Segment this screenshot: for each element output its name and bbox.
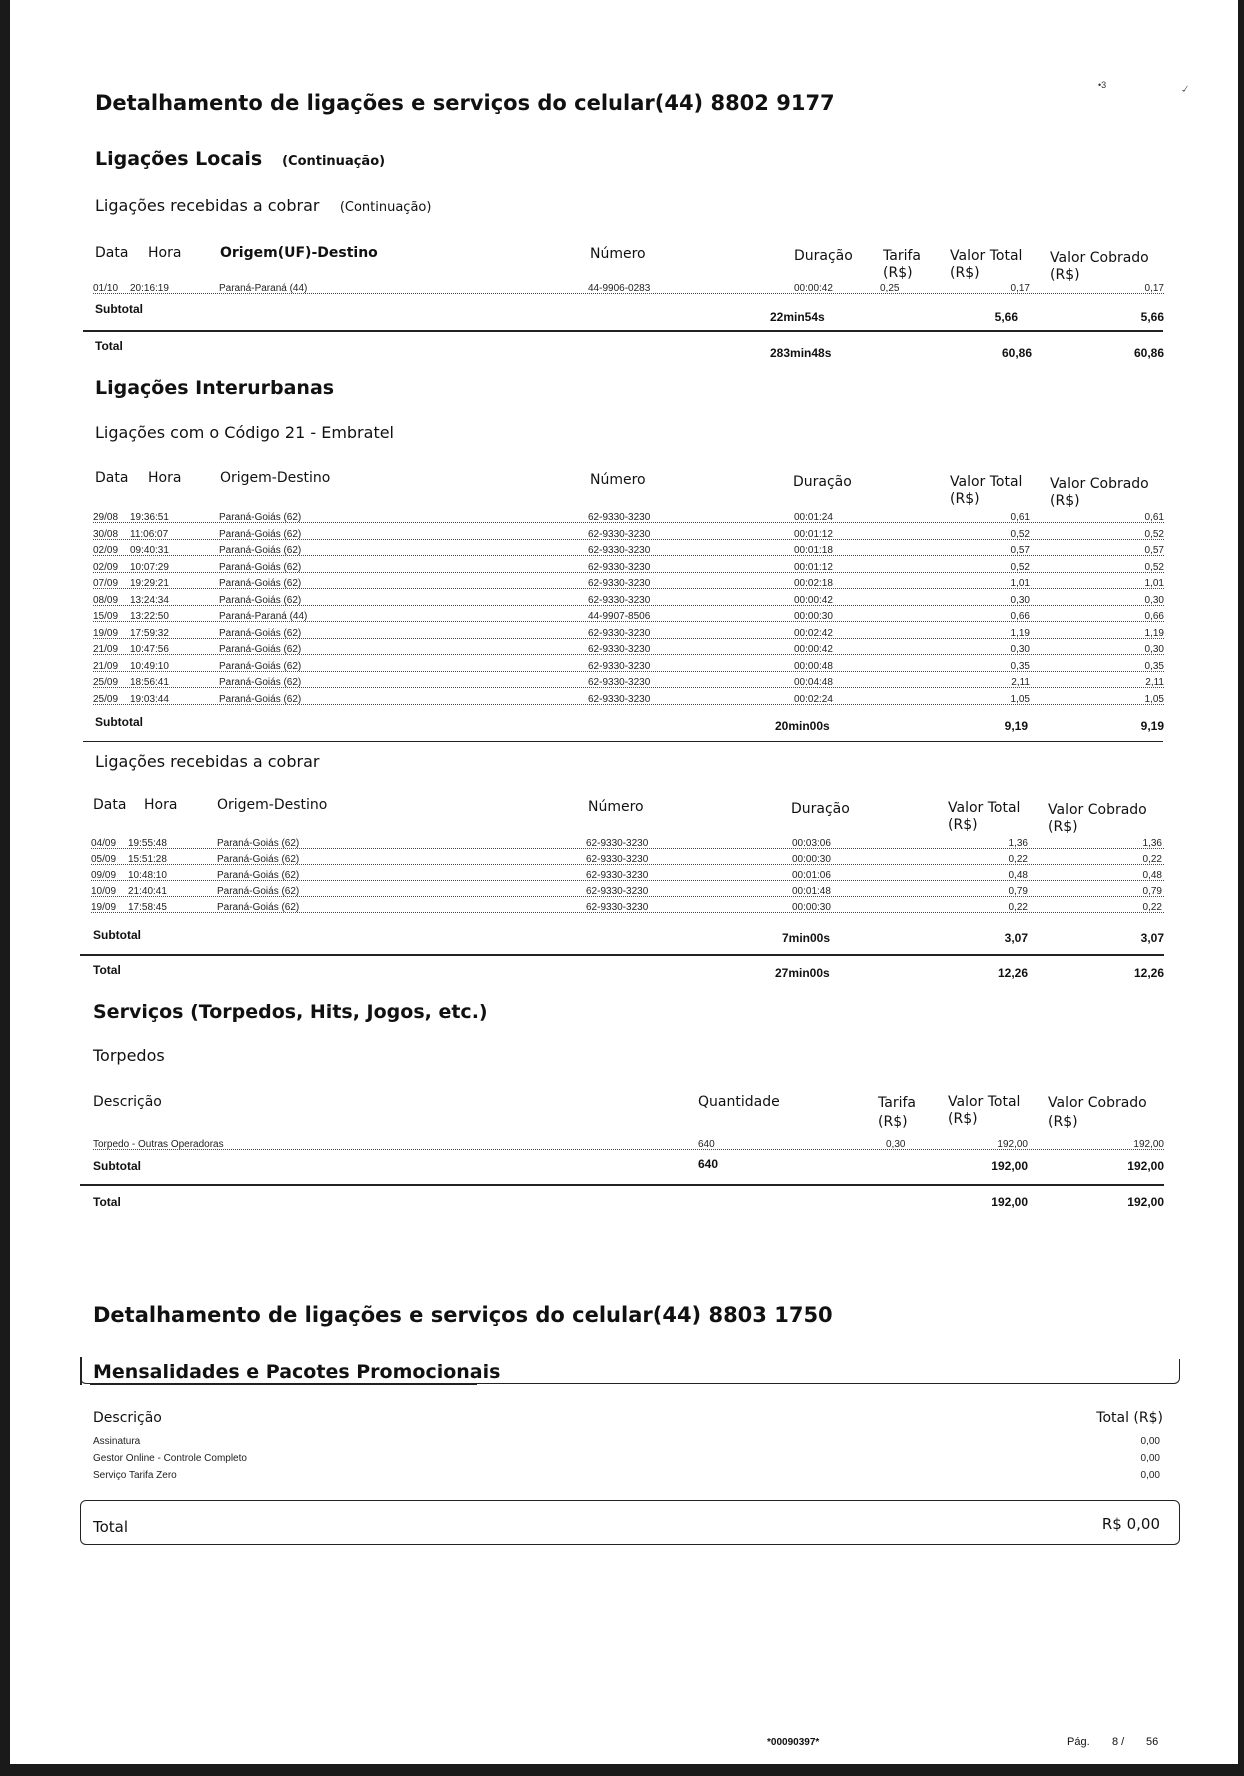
total-value: R$ 0,00 — [1101, 1515, 1160, 1533]
cell-data: 19/09 — [93, 627, 119, 639]
cell-data: 19/09 — [91, 902, 117, 913]
subtotal-total: 5,66 — [994, 310, 1018, 324]
col-header-origem: Origem(UF)-Destino — [220, 245, 378, 261]
cell-numero: 62-9330-3230 — [588, 693, 651, 705]
cell-cobrado: 0,22 — [1142, 902, 1162, 913]
cell-hora: 15:51:28 — [128, 854, 167, 865]
cell-cobrado: 0,66 — [1144, 611, 1164, 622]
col-header-valor-total: Valor Total (R$) — [950, 474, 1023, 507]
divider — [83, 741, 1163, 742]
torpedos-title: Torpedos — [93, 1046, 165, 1065]
subtotal-cobrado: 3,07 — [1140, 931, 1164, 945]
cell-origem: Paraná-Goiás (62) — [219, 627, 302, 639]
subtotal-cobrado: 9,19 — [1140, 719, 1164, 733]
cell-total: 0,35 — [1010, 660, 1030, 672]
cell-duracao: 00:00:42 — [794, 594, 833, 606]
cell-hora: 19:03:44 — [130, 693, 169, 705]
cell-cobrado: 1,01 — [1144, 578, 1164, 589]
cell-numero: 62-9330-3230 — [588, 578, 651, 589]
total-label: Total — [93, 1195, 121, 1209]
subtotal-quantidade: 640 — [698, 1157, 719, 1171]
cell-total: 0,79 — [1008, 886, 1028, 897]
cell-cobrado: 0,79 — [1142, 886, 1162, 897]
item-descricao: Serviço Tarifa Zero — [93, 1470, 177, 1481]
cell-total: 0,30 — [1010, 644, 1030, 655]
cell-duracao: 00:02:18 — [794, 578, 833, 589]
col-header-hora: Hora — [144, 797, 178, 813]
cell-numero: 62-9330-3230 — [586, 838, 649, 849]
cell-data: 09/09 — [91, 870, 117, 881]
cell-origem: Paraná-Goiás (62) — [219, 561, 302, 573]
cell-data: 30/08 — [93, 528, 119, 540]
col-header-origem: Origem-Destino — [217, 797, 328, 813]
col-header-numero: Número — [590, 246, 646, 262]
subtotal-label: Subtotal — [95, 302, 143, 316]
cell-total: 0,17 — [1010, 283, 1030, 294]
cell-total: 0,48 — [1008, 870, 1028, 881]
cell-numero: 62-9330-3230 — [588, 594, 651, 606]
page-number: 8 / — [1112, 1736, 1125, 1748]
cell-hora: 10:49:10 — [130, 660, 169, 672]
cell-total: 0,30 — [1010, 594, 1030, 606]
cell-total: 0,52 — [1010, 528, 1030, 540]
locais-recebidas-title: Ligações recebidas a cobrar (Continuação) — [95, 196, 432, 215]
cell-descricao: Torpedo - Outras Operadoras — [93, 1139, 224, 1150]
cell-duracao: 00:00:30 — [792, 854, 831, 865]
cell-duracao: 00:02:42 — [794, 627, 833, 639]
cell-origem: Paraná-Paraná (44) — [219, 611, 308, 622]
subtotal-cobrado: 192,00 — [1127, 1159, 1164, 1173]
cell-origem: Paraná-Goiás (62) — [217, 854, 300, 865]
cell-numero: 62-9330-3230 — [588, 644, 651, 655]
cell-cobrado: 0,17 — [1144, 283, 1164, 294]
interurbanas-recebidas-title: Ligações recebidas a cobrar — [95, 752, 320, 771]
cell-data: 07/09 — [93, 578, 119, 589]
total-cobrado: 12,26 — [1133, 966, 1164, 980]
subtotal-duracao: 22min54s — [770, 310, 825, 324]
col-header-origem: Origem-Destino — [220, 470, 331, 486]
cell-cobrado: 0,30 — [1144, 644, 1164, 655]
cell-duracao: 00:02:24 — [794, 693, 833, 705]
cell-origem: Paraná-Goiás (62) — [217, 870, 300, 881]
cell-quantidade: 640 — [698, 1139, 715, 1150]
cell-numero: 62-9330-3230 — [586, 870, 649, 881]
cell-hora: 11:06:07 — [130, 528, 169, 540]
cell-origem: Paraná-Goiás (62) — [219, 594, 302, 606]
item-total: 0,00 — [1140, 1453, 1160, 1464]
total-label: Total — [93, 1518, 129, 1536]
total-box — [80, 1500, 1180, 1545]
total-total: 192,00 — [991, 1195, 1028, 1209]
cell-hora: 17:58:45 — [128, 902, 167, 913]
cell-data: 21/09 — [93, 644, 119, 655]
cell-numero: 62-9330-3230 — [588, 677, 651, 688]
cell-duracao: 00:01:24 — [794, 512, 833, 523]
cell-hora: 10:07:29 — [130, 561, 169, 573]
cell-origem: Paraná-Goiás (62) — [219, 677, 302, 688]
cell-data: 08/09 — [93, 594, 119, 606]
section-title: Detalhamento de ligações e serviços do celular(44) 8802 9177 — [95, 91, 835, 115]
cell-numero: 62-9330-3230 — [588, 561, 651, 573]
col-header-descricao: Descrição — [93, 1094, 162, 1110]
cell-hora: 13:22:50 — [130, 611, 169, 622]
page-label: Pág. — [1067, 1736, 1090, 1748]
cell-hora: 17:59:32 — [130, 627, 169, 639]
subtotal-duracao: 7min00s — [782, 931, 831, 945]
cell-total: 0,22 — [1008, 854, 1028, 865]
cell-total: 0,52 — [1010, 561, 1030, 573]
cell-origem: Paraná-Goiás (62) — [219, 545, 302, 556]
cell-origem: Paraná-Goiás (62) — [219, 693, 302, 705]
col-header-data: Data — [95, 245, 129, 261]
subtotal-total: 3,07 — [1004, 931, 1028, 945]
cell-cobrado: 0,52 — [1144, 528, 1164, 540]
col-header-total: Total (R$) — [1096, 1410, 1163, 1426]
cell-hora: 09:40:31 — [130, 545, 169, 556]
scan-mark: •3 — [1098, 80, 1107, 90]
cell-total: 1,05 — [1010, 693, 1030, 705]
total-duracao: 27min00s — [775, 966, 830, 980]
cell-hora: 20:16:19 — [130, 283, 169, 294]
cell-cobrado: 1,36 — [1142, 838, 1162, 849]
col-header-valor-cobrado: Valor Cobrado (R$) — [1048, 1095, 1147, 1130]
col-header-quantidade: Quantidade — [698, 1094, 780, 1110]
mensalidades-title: Mensalidades e Pacotes Promocionais — [93, 1361, 501, 1383]
cell-cobrado: 0,22 — [1142, 854, 1162, 865]
cell-total: 2,11 — [1011, 677, 1030, 688]
cell-total: 0,61 — [1010, 512, 1030, 523]
cell-origem: Paraná-Goiás (62) — [217, 838, 300, 849]
interurbanas-title: Ligações Interurbanas — [95, 377, 335, 399]
col-header-valor-cobrado: Valor Cobrado (R$) — [1050, 250, 1149, 283]
subtotal-label: Subtotal — [93, 1159, 141, 1173]
cell-numero: 62-9330-3230 — [588, 528, 651, 540]
cell-total: 192,00 — [997, 1139, 1028, 1150]
cell-origem: Paraná-Goiás (62) — [219, 512, 302, 523]
cell-duracao: 00:01:48 — [792, 886, 831, 897]
col-header-duracao: Duração — [793, 474, 852, 490]
cell-data: 29/08 — [93, 512, 119, 523]
cell-hora: 10:48:10 — [128, 870, 167, 881]
cell-tarifa: 0,25 — [880, 283, 900, 294]
col-header-tarifa: Tarifa (R$) — [878, 1095, 916, 1130]
subtotal-total: 192,00 — [991, 1159, 1028, 1173]
cell-total: 0,57 — [1010, 545, 1030, 556]
total-label: Total — [93, 963, 121, 977]
cell-hora: 13:24:34 — [130, 594, 169, 606]
col-header-valor-cobrado: Valor Cobrado (R$) — [1048, 802, 1147, 835]
cell-cobrado: 2,11 — [1145, 677, 1164, 688]
cell-total: 1,19 — [1010, 627, 1030, 639]
cell-origem: Paraná-Goiás (62) — [219, 528, 302, 540]
col-header-tarifa: Tarifa (R$) — [883, 248, 921, 281]
cell-origem: Paraná-Goiás (62) — [217, 902, 300, 913]
cell-cobrado: 192,00 — [1133, 1139, 1164, 1150]
cell-cobrado: 0,48 — [1142, 870, 1162, 881]
cell-total: 1,01 — [1010, 578, 1030, 589]
cell-duracao: 00:00:30 — [794, 611, 833, 622]
page-total: 56 — [1146, 1736, 1159, 1748]
locais-title: Ligações Locais (Continuação) — [95, 148, 386, 170]
item-descricao: Gestor Online - Controle Completo — [93, 1453, 247, 1464]
cell-numero: 62-9330-3230 — [588, 627, 651, 639]
cell-cobrado: 0,52 — [1144, 561, 1164, 573]
total-total: 12,26 — [997, 966, 1028, 980]
col-header-data: Data — [93, 797, 127, 813]
total-duracao: 283min48s — [770, 346, 832, 360]
cell-cobrado: 0,35 — [1144, 660, 1164, 672]
subtotal-label: Subtotal — [95, 715, 143, 729]
cell-cobrado: 1,19 — [1144, 627, 1164, 639]
item-total: 0,00 — [1140, 1436, 1160, 1447]
col-header-duracao: Duração — [794, 248, 853, 264]
cell-numero: 44-9906-0283 — [588, 283, 651, 294]
cell-numero: 62-9330-3230 — [586, 886, 649, 897]
cell-duracao: 00:04:48 — [794, 677, 833, 688]
subtotal-label: Subtotal — [93, 928, 141, 942]
cell-hora: 19:55:48 — [128, 838, 167, 849]
cell-numero: 62-9330-3230 — [588, 512, 651, 523]
subtotal-total: 9,19 — [1004, 719, 1028, 733]
divider — [80, 954, 1164, 956]
cell-duracao: 00:00:42 — [794, 644, 833, 655]
cell-data: 05/09 — [91, 854, 117, 865]
cell-duracao: 00:01:12 — [794, 528, 833, 540]
cell-origem: Paraná-Goiás (62) — [219, 578, 302, 589]
cell-duracao: 00:03:06 — [792, 838, 831, 849]
col-header-numero: Número — [590, 472, 646, 488]
col-header-valor-total: Valor Total (R$) — [950, 248, 1023, 281]
item-total: 0,00 — [1140, 1470, 1160, 1481]
subtotal-duracao: 20min00s — [775, 719, 830, 733]
col-header-descricao: Descrição — [93, 1410, 162, 1426]
cell-numero: 62-9330-3230 — [588, 545, 651, 556]
cell-cobrado: 0,57 — [1144, 545, 1164, 556]
divider — [80, 1184, 1164, 1186]
cell-duracao: 00:01:18 — [794, 545, 833, 556]
cell-hora: 19:29:21 — [130, 578, 169, 589]
cell-hora: 18:56:41 — [130, 677, 169, 688]
cell-origem: Paraná-Goiás (62) — [219, 660, 302, 672]
cell-duracao: 00:00:42 — [794, 283, 833, 294]
col-header-valor-cobrado: Valor Cobrado (R$) — [1050, 476, 1149, 509]
cell-numero: 62-9330-3230 — [586, 902, 649, 913]
col-header-duracao: Duração — [791, 801, 850, 817]
cell-origem: Paraná-Goiás (62) — [219, 644, 302, 655]
scan-mark: ˗∕ — [1182, 84, 1187, 94]
cell-cobrado: 0,30 — [1144, 594, 1164, 606]
footer-code: *00090397* — [767, 1737, 820, 1748]
embratel-title: Ligações com o Código 21 - Embratel — [95, 423, 394, 442]
total-cobrado: 60,86 — [1133, 346, 1164, 360]
cell-data: 15/09 — [93, 611, 119, 622]
cell-origem: Paraná-Paraná (44) — [219, 283, 308, 294]
col-header-valor-total: Valor Total (R$) — [948, 800, 1021, 833]
cell-tarifa: 0,30 — [886, 1139, 906, 1150]
cell-cobrado: 0,61 — [1144, 512, 1164, 523]
item-descricao: Assinatura — [93, 1436, 141, 1447]
col-header-valor-total: Valor Total (R$) — [948, 1094, 1021, 1127]
servicos-title: Serviços (Torpedos, Hits, Jogos, etc.) — [93, 1001, 488, 1023]
total-total: 60,86 — [1001, 346, 1032, 360]
cell-total: 0,22 — [1008, 902, 1028, 913]
col-header-data: Data — [95, 470, 129, 486]
cell-numero: 44-9907-8506 — [588, 611, 651, 622]
cell-data: 01/10 — [93, 283, 119, 294]
document-page — [10, 0, 1238, 1764]
cell-cobrado: 1,05 — [1144, 693, 1164, 705]
cell-data: 21/09 — [93, 660, 119, 672]
col-header-numero: Número — [588, 799, 644, 815]
cell-hora: 10:47:56 — [130, 644, 169, 655]
cell-duracao: 00:01:06 — [792, 870, 831, 881]
total-label: Total — [95, 339, 123, 353]
total-cobrado: 192,00 — [1127, 1195, 1164, 1209]
title-underline — [90, 1384, 477, 1385]
cell-data: 02/09 — [93, 561, 119, 573]
subtotal-cobrado: 5,66 — [1140, 310, 1164, 324]
cell-numero: 62-9330-3230 — [588, 660, 651, 672]
col-header-hora: Hora — [148, 470, 182, 486]
cell-numero: 62-9330-3230 — [586, 854, 649, 865]
divider — [83, 330, 1163, 332]
cell-hora: 19:36:51 — [130, 512, 169, 523]
cell-data: 04/09 — [91, 838, 117, 849]
cell-hora: 21:40:41 — [128, 886, 167, 897]
cell-data: 10/09 — [91, 886, 117, 897]
cell-data: 25/09 — [93, 677, 119, 688]
cell-origem: Paraná-Goiás (62) — [217, 886, 300, 897]
cell-data: 02/09 — [93, 545, 119, 556]
cell-total: 1,36 — [1008, 838, 1028, 849]
box-edge — [80, 1357, 82, 1385]
cell-duracao: 00:00:30 — [792, 902, 831, 913]
cell-duracao: 00:01:12 — [794, 561, 833, 573]
cell-total: 0,66 — [1010, 611, 1030, 622]
col-header-hora: Hora — [148, 245, 182, 261]
section-title: Detalhamento de ligações e serviços do celular(44) 8803 1750 — [93, 1303, 833, 1327]
cell-duracao: 00:00:48 — [794, 660, 833, 672]
cell-data: 25/09 — [93, 693, 119, 705]
